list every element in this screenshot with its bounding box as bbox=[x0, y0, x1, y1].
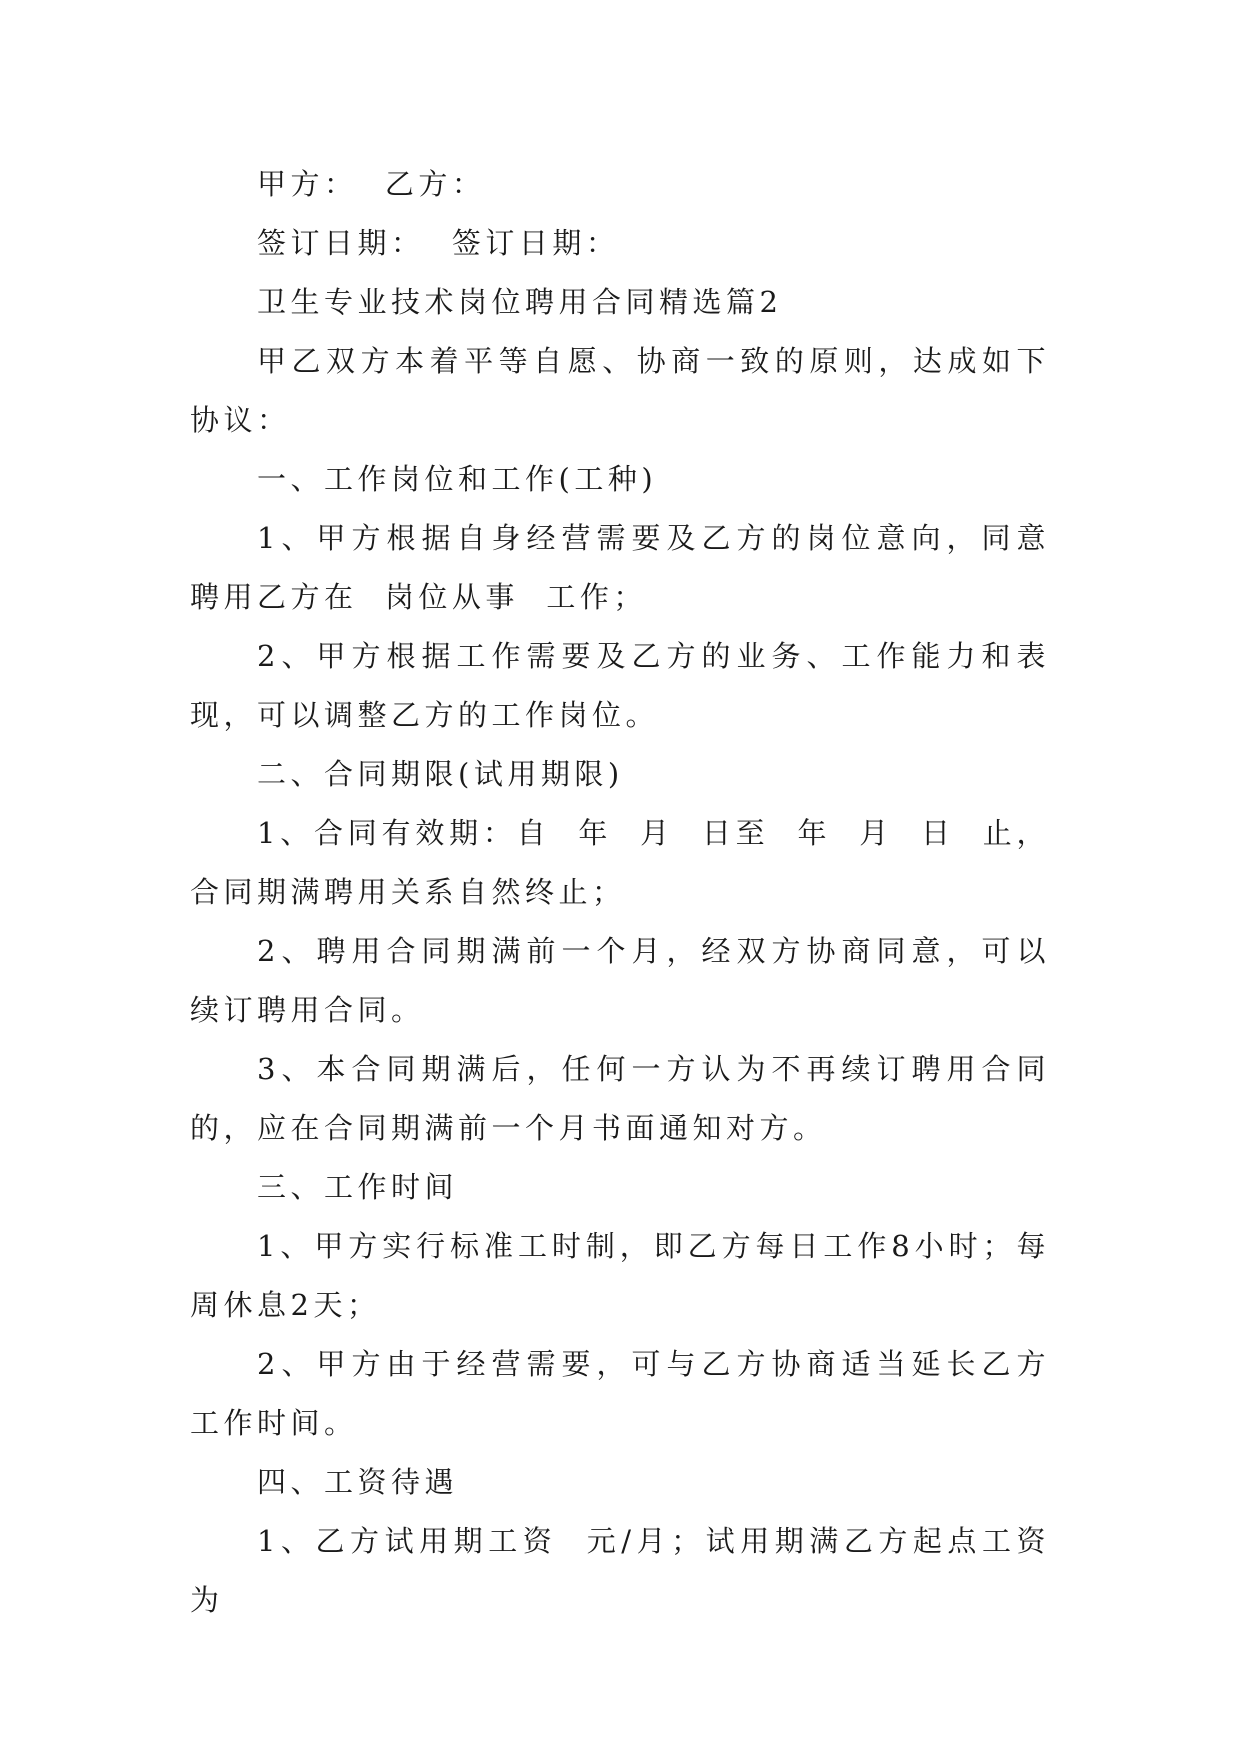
signature-parties-line: 甲方： 乙方： bbox=[257, 167, 486, 201]
clause-1-2: 2、甲方根据工作需要及乙方的业务、工作能力和表现，可以调整乙方的工作岗位。 bbox=[190, 639, 1050, 732]
section-heading-3: 三、工作时间 bbox=[257, 1170, 459, 1204]
clause-2-1: 1、合同有效期：自 年 月 日至 年 月 日 止，合同期满聘用关系自然终止； bbox=[190, 816, 1050, 909]
clause-3-1: 1、甲方实行标准工时制，即乙方每日工作8小时；每周休息2天； bbox=[190, 1229, 1050, 1322]
document-body bbox=[190, 155, 1050, 1630]
contract-title: 卫生专业技术岗位聘用合同精选篇2 bbox=[257, 285, 783, 319]
section-heading-1: 一、工作岗位和工作(工种) bbox=[257, 462, 658, 496]
clause-1-1: 1、甲方根据自身经营需要及乙方的岗位意向，同意聘用乙方在 岗位从事 工作； bbox=[190, 521, 1050, 614]
clause-2-3: 3、本合同期满后，任何一方认为不再续订聘用合同的，应在合同期满前一个月书面通知对方。 bbox=[190, 1052, 1050, 1145]
signature-date-line: 签订日期： 签订日期： bbox=[257, 226, 620, 260]
clause-3-2: 2、甲方由于经营需要，可与乙方协商适当延长乙方工作时间。 bbox=[190, 1347, 1050, 1440]
intro-paragraph: 甲乙双方本着平等自愿、协商一致的原则，达成如下协议： bbox=[190, 344, 1050, 437]
clause-4-1: 1、乙方试用期工资 元/月；试用期满乙方起点工资为 bbox=[190, 1524, 1050, 1617]
section-heading-2: 二、合同期限(试用期限) bbox=[257, 757, 624, 791]
clause-2-2: 2、聘用合同期满前一个月，经双方协商同意，可以续订聘用合同。 bbox=[190, 934, 1050, 1027]
section-heading-4: 四、工资待遇 bbox=[257, 1465, 459, 1499]
